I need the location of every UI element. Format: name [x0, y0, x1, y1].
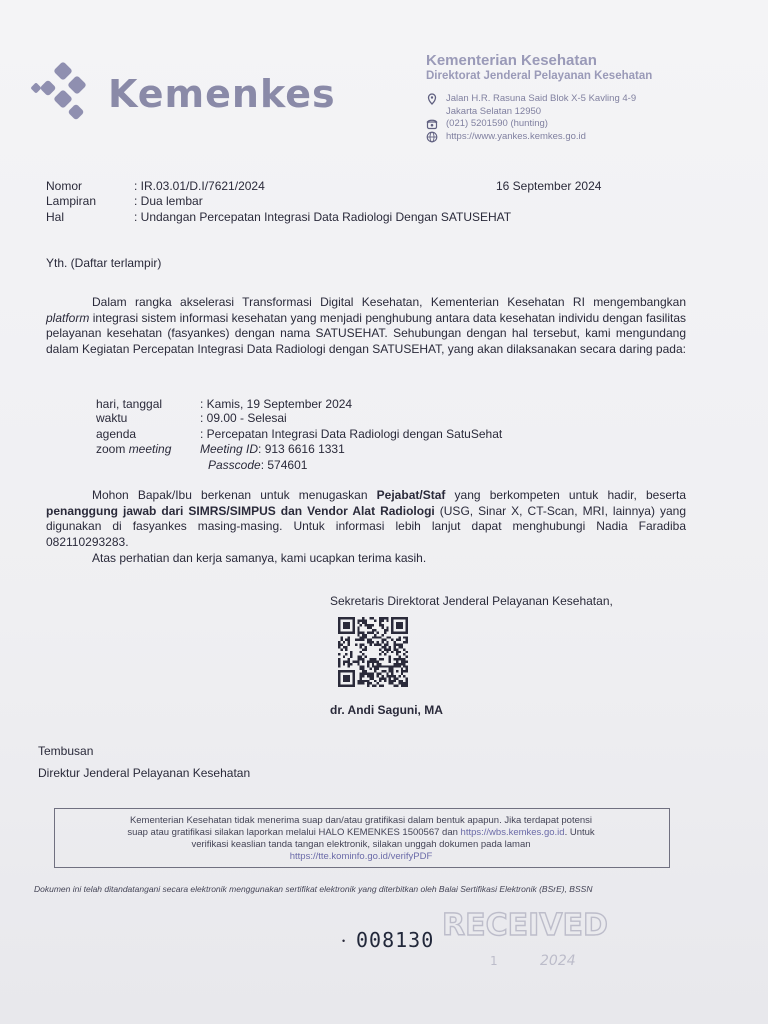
- nomor-label: Nomor: [46, 179, 83, 193]
- tembusan-label: Tembusan: [38, 744, 94, 758]
- schedule-agenda-label: agenda: [96, 427, 137, 441]
- stamp-date: 2024: [540, 953, 576, 969]
- signatory-name: dr. Andi Saguni, MA: [330, 703, 443, 717]
- paragraph-request-text-2: yang berkompeten untuk hadir, beserta: [445, 488, 686, 502]
- logo-wordmark: Kemenkes: [108, 72, 336, 116]
- paragraph-intro: [46, 295, 686, 357]
- address-line-1: Jalan H.R. Rasuna Said Blok X-5 Kavling 4-9: [446, 93, 637, 104]
- paragraph-request-bold-2: penanggung jawab dari SIMRS/SIMPUS dan Vendor Alat Radiologi: [46, 503, 435, 518]
- signature-title: Sekretaris Direktorat Jenderal Pelayanan Kesehatan,: [330, 594, 613, 608]
- org-name: Kementerian Kesehatan: [426, 52, 597, 69]
- meeting-id-label: Meeting ID: [200, 442, 259, 456]
- zoom-label-plain: zoom: [96, 442, 129, 456]
- notice-line-1: Kementerian Kesehatan tidak menerima suap dan/atau gratifikasi dalam bentuk apapun. Jika terdapat potensi: [129, 815, 593, 826]
- hal-label: Hal: [46, 210, 65, 224]
- address-block: [426, 93, 636, 117]
- notice-line-2-text: suap atau gratifikasi silakan laporkan melalui HALO KEMENKES 1500567 dan: [127, 827, 461, 838]
- wbs-link[interactable]: https://wbs.kemkes.go.id: [460, 827, 565, 838]
- lampiran-label: Lampiran: [46, 194, 97, 208]
- schedule-time-value: : 09.00 - Selesai: [200, 411, 287, 425]
- schedule-passcode: [208, 458, 307, 472]
- serial-dot: •: [342, 936, 346, 946]
- passcode-label: Passcode: [208, 458, 261, 472]
- kemenkes-logo-icon: [30, 60, 94, 124]
- received-stamp: [440, 905, 620, 985]
- passcode-value: : 574601: [260, 458, 308, 472]
- stamp-text: RECEIVED: [442, 908, 608, 943]
- paragraph-intro-italic: platform: [46, 310, 90, 325]
- globe-icon: [426, 131, 440, 143]
- zoom-label-italic: meeting: [128, 442, 172, 456]
- phone-row: [426, 118, 548, 130]
- serial-number: 008130: [356, 928, 435, 952]
- svg-text:1: 1: [490, 954, 498, 968]
- schedule-day-label: hari, tanggal: [96, 397, 163, 411]
- paragraph-intro-text-1: Dalam rangka akselerasi Transformasi Digital Kesehatan, Kementerian Kesehatan RI mengembangkan: [92, 295, 686, 309]
- paragraph-intro-text-2: integrasi sistem informasi kesehatan yang menjadi penghubung antara data kesehatan individu dengan fasilitas pelayanan kesehatan (fasyankes) dengan nama SATUSEHAT. Sehubungan dengan hal tersebut, kami mengundang dalam Kegiatan Percepatan Integrasi Data Radiologi dengan SATUSEHAT, yang akan dilaksanakan secara daring pada:: [46, 310, 686, 356]
- paragraph-request-text-3: (USG, Sinar X, CT-Scan, MRI, lainnya) yang digunakan di fasyankes masing-masing. Untuk informasi lebih lanjut dapat menghubungi Nadia Faradiba 082110293283.: [46, 503, 686, 549]
- lampiran-value: : Dua lembar: [134, 194, 203, 208]
- schedule-meeting-id: [200, 442, 345, 456]
- signature-qr-code: [338, 616, 408, 688]
- schedule-time-label: waktu: [96, 411, 128, 425]
- letter-date: 16 September 2024: [496, 179, 602, 193]
- address-line-2: Jakarta Selatan 12950: [446, 106, 542, 117]
- schedule-day-value: : Kamis, 19 September 2024: [200, 397, 353, 411]
- notice-line-2-end: . Untuk: [564, 827, 595, 838]
- hal-value: : Undangan Percepatan Integrasi Data Radiologi Dengan SATUSEHAT: [134, 210, 512, 224]
- meeting-id-value: : 913 6616 1331: [258, 442, 345, 456]
- website-row: [426, 131, 586, 143]
- paragraph-request-text-1: Mohon Bapak/Ibu berkenan untuk menugaskan: [92, 488, 377, 502]
- salutation: Yth. (Daftar terlampir): [46, 256, 162, 270]
- notice-line-2: [70, 827, 652, 839]
- closing-line: Atas perhatian dan kerja samanya, kami ucapkan terima kasih.: [92, 551, 427, 565]
- directorate-name: Direktorat Jenderal Pelayanan Kesehatan: [426, 70, 653, 82]
- paragraph-request-bold-1: Pejabat/Staf: [376, 488, 446, 502]
- schedule-agenda-value: : Percepatan Integrasi Data Radiologi dengan SatuSehat: [200, 427, 503, 441]
- phone-icon: [426, 118, 440, 130]
- nomor-value: : IR.03.01/D.I/7621/2024: [134, 179, 265, 193]
- anti-bribery-notice: [70, 815, 652, 863]
- location-icon: [426, 93, 440, 105]
- notice-line-3: verifikasi keaslian tanda tangan elektronik, silakan unggah dokumen pada laman: [191, 839, 531, 850]
- tembusan-recipient: Direktur Jenderal Pelayanan Kesehatan: [38, 766, 251, 780]
- phone-number: (021) 5201590 (hunting): [446, 118, 548, 129]
- electronic-signature-note: Dokumen ini telah ditandatangani secara elektronik menggunakan sertifikat elektronik yang diterbitkan oleh Balai Sertifikasi Elektronik (BSrE), BSSN: [34, 884, 593, 894]
- paragraph-request: [46, 488, 686, 550]
- schedule-zoom-label: [96, 442, 171, 456]
- verify-pdf-link[interactable]: https://tte.kominfo.go.id/verifyPDF: [289, 851, 433, 862]
- website-link[interactable]: https://www.yankes.kemkes.go.id: [446, 131, 586, 142]
